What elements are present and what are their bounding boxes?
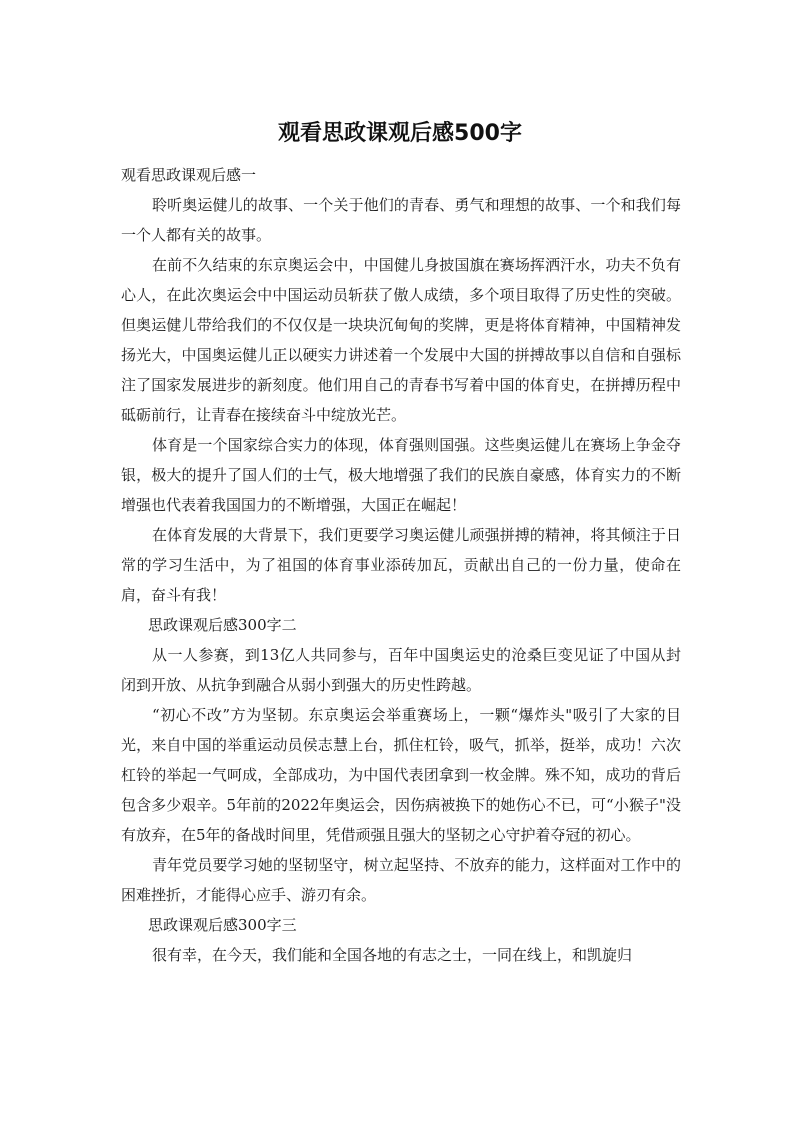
paragraph: “初心不改”方为坚韧。东京奥运会举重赛场上，一颗“爆炸头"吸引了大家的目光，来自中国的举重运动员侯志慧上台，抓住杠铃，吸气，抓举，挺举，成功！六次杠铃的举起一气呵成，全部成功，为中国代表团拿到一枚金牌。殊不知，成功的背后包含多少艰辛。5年前的2022年奥运会，因伤病被换下的她伤心不已，可“小猴子"没有放弃，在5年的备战时间里，凭借顽强且强大的坚韧之心守护着夺冠的初心。 (121, 706, 681, 844)
section-heading: 思政课观后感300字二 (148, 616, 297, 634)
paragraph: 在体育发展的大背景下，我们更要学习奥运健儿顽强拼搏的精神，将其倾注于日常的学习生活中，为了祖国的体育事业添砖加瓦，贡献出自己的一份力量，使命在肩，奋斗有我！ (121, 526, 681, 604)
paragraph: 在前不久结束的东京奥运会中，中国健儿身披国旗在赛场挥洒汗水，功夫不负有心人，在此次奥运会中中国运动员斩获了傲人成绩，多个项目取得了历史性的突破。但奥运健儿带给我们的不仅仅是一块块沉甸甸的奖牌，更是将体育精神，中国精神发扬光大，中国奥运健儿正以硬实力讲述着一个发展中大国的拼搏故事以自信和自强标注了国家发展进步的新刻度。他们用自己的青春书写着中国的体育史，在拼搏历程中砥砺前行，让青春在接续奋斗中绽放光芒。 (121, 256, 681, 424)
paragraph: 聆听奥运健儿的故事、一个关于他们的青春、勇气和理想的故事、一个和我们每一个人都有关的故事。 (121, 196, 681, 244)
paragraph: 从一人参赛，到13亿人共同参与，百年中国奥运史的沧桑巨变见证了中国从封闭到开放、从抗争到融合从弱小到强大的历史性跨越。 (121, 646, 681, 694)
paragraph: 很有幸，在今天，我们能和全国各地的有志之士，一同在线上，和凯旋归 (152, 946, 633, 964)
section-heading: 思政课观后感300字三 (148, 916, 297, 934)
document-body (121, 160, 681, 970)
document-title: 观看思政课观后感500字 (278, 121, 522, 146)
paragraph: 体育是一个国家综合实力的体现，体育强则国强。这些奥运健儿在赛场上争金夺银，极大的提升了国人们的士气，极大地增强了我们的民族自豪感，体育实力的不断增强也代表着我国国力的不断增强，大国正在崛起！ (121, 436, 681, 514)
section-heading: 观看思政课观后感一 (121, 166, 257, 184)
paragraph: 青年党员要学习她的坚韧坚守，树立起坚持、不放弃的能力，这样面对工作中的困难挫折，才能得心应手、游刃有余。 (121, 856, 681, 904)
